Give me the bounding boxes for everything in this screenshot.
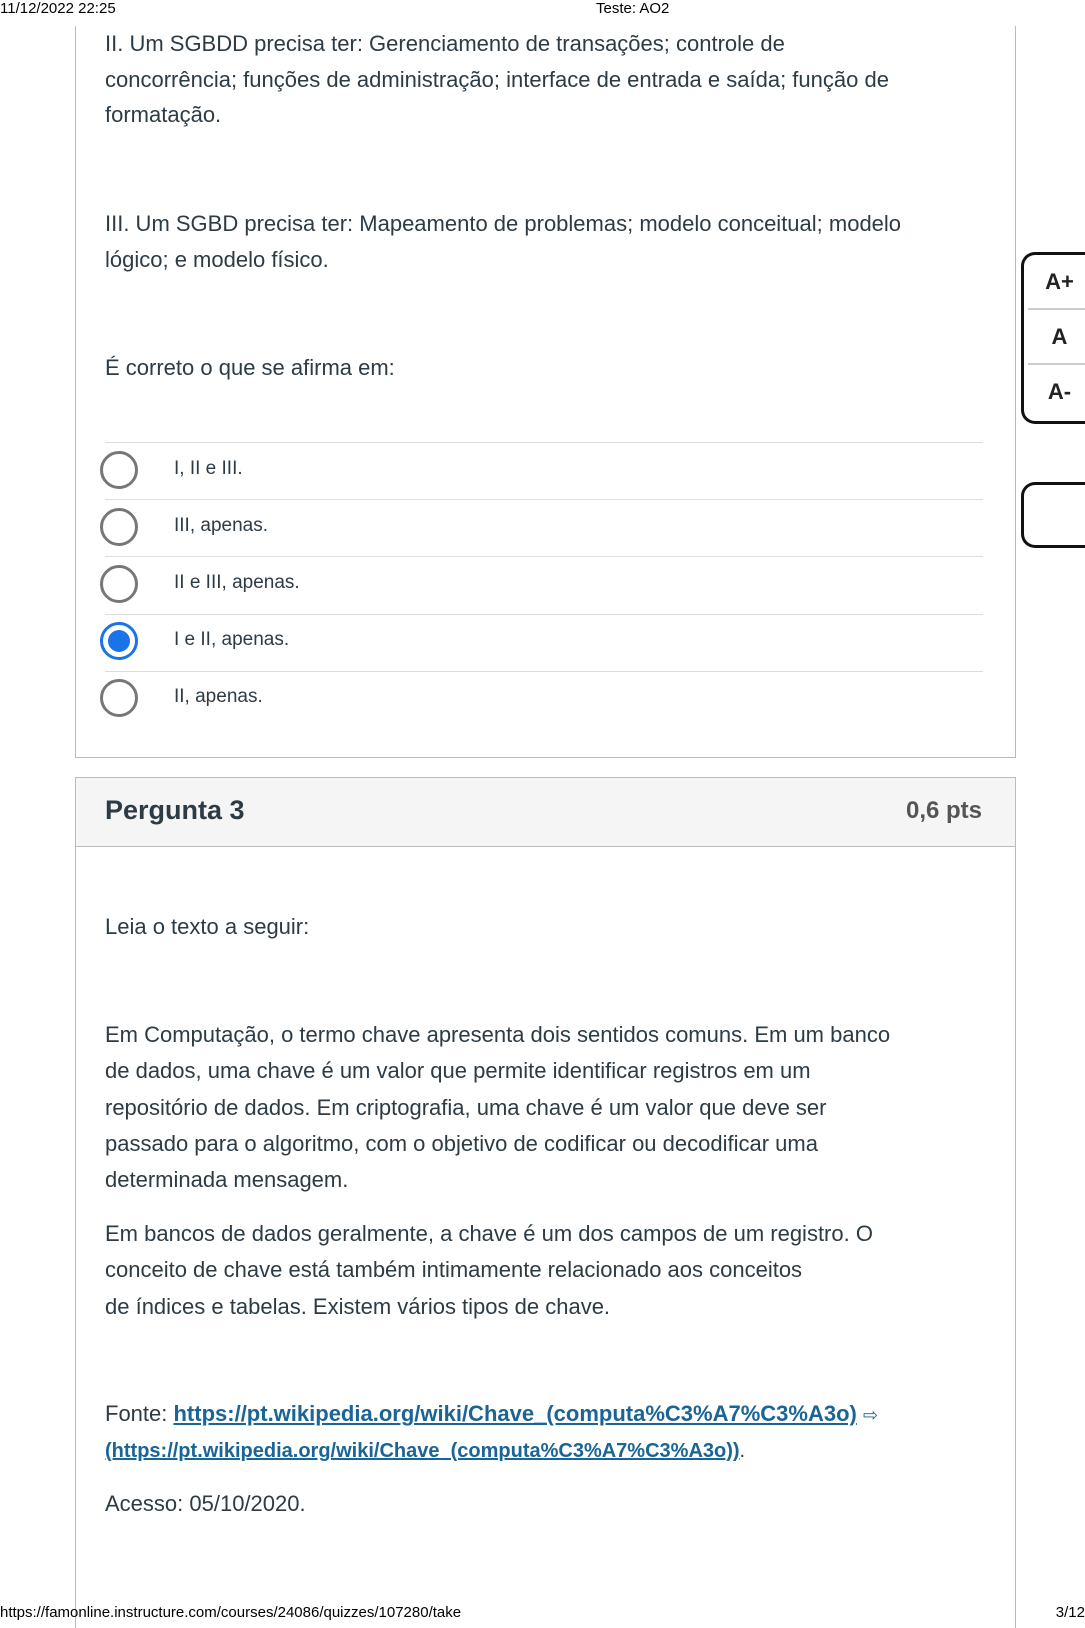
page-number: 3/12 — [1055, 1604, 1085, 1621]
font-size-controls — [1021, 252, 1085, 424]
print-datetime: 11/12/2022 22:25 — [0, 0, 116, 17]
answer-radio[interactable] — [100, 451, 138, 489]
divider — [105, 556, 983, 557]
answer-label[interactable]: II, apenas. — [174, 686, 263, 707]
question-title: Pergunta 3 — [105, 795, 245, 825]
intro-text: Leia o texto a seguir: — [105, 914, 310, 939]
access-date: Acesso: 05/10/2020. — [105, 1491, 306, 1516]
paragraph-line: determinada mensagem. — [105, 1167, 349, 1192]
paragraph-line: de dados, uma chave é um valor que permite identificar registros em um — [105, 1058, 811, 1083]
answer-label[interactable]: I, II e III. — [174, 458, 243, 479]
period: . — [739, 1440, 746, 1462]
paragraph-line: de índices e tabelas. Existem vários tipos de chave. — [105, 1294, 611, 1319]
paragraph-line: conceito de chave está também intimamente relacionado aos conceitos — [105, 1257, 803, 1282]
statement-line: II. Um SGBDD precisa ter: Gerenciamento de transações; controle de — [105, 31, 785, 56]
answer-radio[interactable] — [100, 679, 138, 717]
paragraph-line: passado para o algoritmo, com o objetivo de codificar ou decodificar uma — [105, 1131, 818, 1156]
source-label: Fonte: — [105, 1401, 174, 1426]
divider — [105, 614, 983, 615]
font-normal-button[interactable]: A — [1028, 310, 1085, 365]
statement-line: lógico; e modelo físico. — [105, 247, 329, 272]
source-line-2 — [105, 1433, 745, 1469]
paragraph-line: Em Computação, o termo chave apresenta dois sentidos comuns. Em um banco — [105, 1022, 891, 1047]
source-line — [105, 1396, 878, 1433]
statement-line: formatação. — [105, 102, 222, 127]
answer-radio-selected[interactable] — [100, 622, 138, 660]
footer-url: https://famonline.instructure.com/courses/24086/quizzes/107280/take — [0, 1604, 462, 1621]
answer-label[interactable]: I e II, apenas. — [174, 629, 290, 650]
external-link-icon[interactable]: ⇨ — [862, 1405, 879, 1425]
question-prompt: É correto o que se afirma em: — [105, 355, 395, 380]
source-link[interactable]: https://pt.wikipedia.org/wiki/Chave_(computa%C3%A7%C3%A3o) — [173, 1401, 857, 1426]
statement-line: III. Um SGBD precisa ter: Mapeamento de problemas; modelo conceitual; modelo — [105, 211, 902, 236]
divider — [105, 499, 983, 500]
answer-label[interactable]: III, apenas. — [174, 515, 269, 536]
print-title: Teste: AO2 — [596, 0, 670, 17]
source-link-2[interactable]: (https://pt.wikipedia.org/wiki/Chave_(computa%C3%A7%C3%A3o)) — [105, 1440, 740, 1462]
paragraph-line: repositório de dados. Em criptografia, uma chave é um valor que deve ser — [105, 1095, 827, 1120]
answer-radio[interactable] — [100, 565, 138, 603]
divider — [105, 671, 983, 672]
font-decrease-button[interactable]: A- — [1047, 378, 1072, 404]
answer-radio[interactable] — [100, 508, 138, 546]
answer-label[interactable]: II e III, apenas. — [174, 572, 300, 593]
divider — [105, 442, 983, 443]
paragraph-line: Em bancos de dados geralmente, a chave é um dos campos de um registro. O — [105, 1221, 873, 1246]
question-points: 0,6 pts — [905, 797, 982, 824]
statement-line: concorrência; funções de administração; interface de entrada e saída; função de — [105, 67, 889, 92]
side-button[interactable] — [1021, 482, 1085, 548]
font-increase-button[interactable]: A+ — [1028, 255, 1085, 310]
